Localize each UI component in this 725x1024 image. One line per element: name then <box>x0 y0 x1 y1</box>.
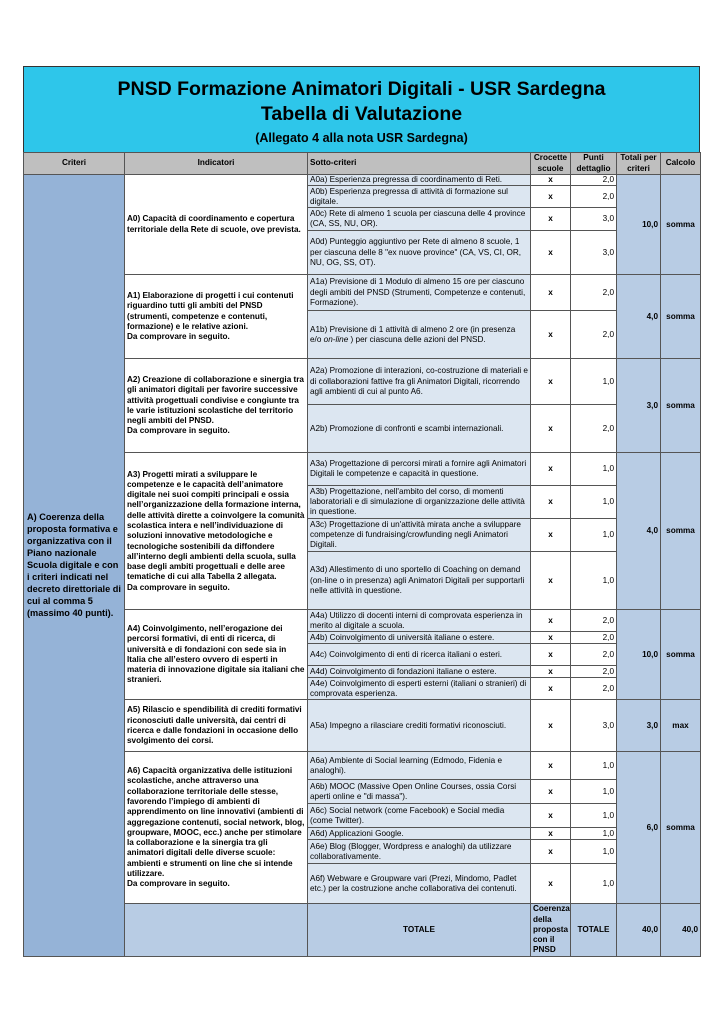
table-row <box>24 359 701 405</box>
subcriterion-a3c: A3c) Progettazione di un'attività mirata anche a sviluppare competenze di fundraising/crowfunding negli Animatori Digitali. <box>308 519 531 552</box>
col-indicatori: Indicatori <box>125 153 308 175</box>
subcriterion-a4c: A4c) Coinvolgimento di enti di ricerca italiani o esteri. <box>308 644 531 666</box>
table-row <box>24 700 701 752</box>
document-subtitle: Tabella di Valutazione <box>260 103 463 125</box>
punti: 2,0 <box>571 405 617 453</box>
crocetta: x <box>531 453 571 486</box>
indicator-a6-note: Da comprovare in seguito. <box>127 879 230 889</box>
punti: 1,0 <box>571 453 617 486</box>
subcriterion-a5a: A5a) Impegno a rilasciare crediti formativi riconosciuti. <box>308 700 531 752</box>
col-criteri: Criteri <box>24 153 125 175</box>
totale-label: TOTALE <box>308 904 531 956</box>
punti: 1,0 <box>571 804 617 828</box>
totale-a6: 6,0 <box>617 752 661 904</box>
crocetta: x <box>531 231 571 275</box>
totale-criteri: 40,0 <box>661 904 701 956</box>
table-row <box>24 453 701 486</box>
punti: 2,0 <box>571 632 617 644</box>
totale-label-2: TOTALE <box>571 904 617 956</box>
table-row <box>24 752 701 780</box>
evaluation-document <box>23 66 700 957</box>
punti: 1,0 <box>571 864 617 904</box>
indicator-a5: A5) Rilascio e spendibilità di crediti formativi riconosciuti dalle università, dai centri di ricerca e dalle fondazioni in occasione dello svolgimento dei corsi. <box>125 700 308 752</box>
totale-a5: 3,0 <box>617 700 661 752</box>
indicator-a2-text: A2) Creazione di collaborazione e sinergia tra gli animatori digitali per favorire successive attività progettuali condivise e congiunte tra le varie istituzioni scolastiche del territorio negli ambiti del PNSD. <box>127 374 304 426</box>
table-header-row <box>24 153 701 175</box>
col-calcolo: Calcolo <box>661 153 701 175</box>
crocetta: x <box>531 175 571 186</box>
title-banner <box>23 66 700 152</box>
crocetta: x <box>531 864 571 904</box>
indicator-a1-note: Da comprovare in seguito. <box>127 332 230 342</box>
coerenza-label: Coerenza della proposta con il PNSD <box>531 904 571 956</box>
crocetta: x <box>531 632 571 644</box>
criterion-cell: A) Coerenza della proposta formativa e organizzativa con il Piano nazionale Scuola digitale e con i criteri indicati nel decreto direttoriale di cui al comma 5 (massimo 40 punti). <box>24 175 125 957</box>
crocetta: x <box>531 804 571 828</box>
calcolo-a4: somma <box>661 610 701 700</box>
punti: 2,0 <box>571 186 617 208</box>
crocetta: x <box>531 519 571 552</box>
subcriterion-a1b-text: A1b) Previsione di 1 attività di almeno 2 ore (in presenza e/o <box>310 324 516 344</box>
indicator-a3-text: A3) Progetti mirati a sviluppare le competenze e le capacità dell’animatore digitale nei suoi compiti principali e ossia nell’organizzazione della formazione interna, delle attività dirette a coinvolgere la comunità scolastica intera e nell’individuazione di soluzioni innovative metodologiche e tecnologiche sostenibili da diffondere all’interno degli ambienti della scuola, sulla base degli ambiti progettuali e delle aree tematiche di cui alla Tabella 2 allegata. <box>127 469 305 582</box>
totale-a1: 4,0 <box>617 275 661 359</box>
punti: 1,0 <box>571 359 617 405</box>
indicator-a3 <box>125 453 308 610</box>
subcriterion-a6c: A6c) Social network (come Facebook) e Social media (come Twitter). <box>308 804 531 828</box>
subcriterion-a3a: A3a) Progettazione di percorsi mirati a fornire agli Animatori Digitali le competenze e capacità in questione. <box>308 453 531 486</box>
punti: 2,0 <box>571 175 617 186</box>
subcriterion-a1b-emphasis: on-line <box>323 334 349 344</box>
crocetta: x <box>531 840 571 864</box>
punti: 2,0 <box>571 644 617 666</box>
subcriterion-a0c: A0c) Rete di almeno 1 scuola per ciascuna delle 4 province (CA, SS, NU, OR). <box>308 208 531 231</box>
punti: 3,0 <box>571 231 617 275</box>
punti: 2,0 <box>571 275 617 311</box>
document-title: PNSD Formazione Animatori Digitali - USR Sardegna <box>117 78 606 100</box>
subcriterion-a6f: A6f) Webware e Groupware vari (Prezi, Mindomo, Padlet etc.) per la costruzione anche collaborativa dei contenuti. <box>308 864 531 904</box>
indicator-a2-note: Da comprovare in seguito. <box>127 426 230 436</box>
subcriterion-a6b: A6b) MOOC (Massive Open Online Courses, ossia Corsi aperti online e "di massa"). <box>308 780 531 804</box>
indicator-a3-note: Da comprovare in seguito. <box>127 582 230 592</box>
subcriterion-a4e: A4e) Coinvolgimento di esperti esterni (italiani o stranieri) di comprovata esperienza. <box>308 678 531 700</box>
subcriterion-a0b: A0b) Esperienza pregressa di attività di formazione sul digitale. <box>308 186 531 208</box>
crocetta: x <box>531 275 571 311</box>
table-row <box>24 175 701 186</box>
punti: 2,0 <box>571 311 617 359</box>
crocetta: x <box>531 666 571 678</box>
totale-a0: 10,0 <box>617 175 661 275</box>
punti: 3,0 <box>571 208 617 231</box>
subcriterion-a6a: A6a) Ambiente di Social learning (Edmodo, Fidenia e analoghi). <box>308 752 531 780</box>
evaluation-table <box>23 152 701 957</box>
col-crocette: Crocette scuole <box>531 153 571 175</box>
calcolo-a0: somma <box>661 175 701 275</box>
subcriterion-a2b: A2b) Promozione di confronti e scambi internazionali. <box>308 405 531 453</box>
subcriterion-a0d: A0d) Punteggio aggiuntivo per Rete di almeno 8 scuole, 1 per ciascuna delle 8 "ex nuove province" (CA, VS, CI, OR, NU, OG, SS, OT). <box>308 231 531 275</box>
subcriterion-a1a: A1a) Previsione di 1 Modulo di almeno 15 ore per ciascuno degli ambiti del PNSD (Strumenti, Competenze e contenuti, Formazione). <box>308 275 531 311</box>
subcriterion-a4a: A4a) Utilizzo di docenti interni di comprovata esperienza in merito al digitale a scuola. <box>308 610 531 632</box>
crocetta: x <box>531 552 571 610</box>
crocetta: x <box>531 828 571 840</box>
subcriterion-a1b-text-end: ) per ciascuna delle azioni del PNSD. <box>348 334 486 344</box>
indicator-a1 <box>125 275 308 359</box>
table-row <box>24 275 701 311</box>
crocetta: x <box>531 610 571 632</box>
col-sotto-criteri: Sotto-criteri <box>308 153 531 175</box>
total-row <box>24 904 701 956</box>
calcolo-a3: somma <box>661 453 701 610</box>
indicator-a1-text: A1) Elaborazione di progetti i cui contenuti riguardino tutti gli ambiti del PNSD (strumenti, competenze e contenuti, formazione) e le relative azioni. <box>127 291 294 331</box>
punti: 1,0 <box>571 828 617 840</box>
punti: 1,0 <box>571 780 617 804</box>
indicator-a6 <box>125 752 308 904</box>
subcriterion-a4d: A4d) Coinvolgimento di fondazioni italiane o estere. <box>308 666 531 678</box>
document-note: (Allegato 4 alla nota USR Sardegna) <box>255 131 468 145</box>
indicator-a4: A4) Coinvolgimento, nell’erogazione dei percorsi formativi, di enti di ricerca, di università e di fondazioni con sede sia in Italia che all’estero ovvero di esperti in materia di innovazione digitale sia italiani che stranieri. <box>125 610 308 700</box>
calcolo-a2: somma <box>661 359 701 453</box>
crocetta: x <box>531 752 571 780</box>
punti: 1,0 <box>571 840 617 864</box>
table-row <box>24 610 701 632</box>
punti: 2,0 <box>571 610 617 632</box>
crocetta: x <box>531 644 571 666</box>
calcolo-a5: max <box>661 700 701 752</box>
subcriterion-a2a: A2a) Promozione di interazioni, co-costruzione di materiali e di collaborazioni fattive fra gli Animatori Digitali, ricorrendo agli ambienti di cui al punto A6. <box>308 359 531 405</box>
totale-a3: 4,0 <box>617 453 661 610</box>
calcolo-a1: somma <box>661 275 701 359</box>
totale-punti: 40,0 <box>617 904 661 956</box>
punti: 1,0 <box>571 519 617 552</box>
col-totali: Totali per criteri <box>617 153 661 175</box>
punti: 2,0 <box>571 666 617 678</box>
subcriterion-a3d: A3d) Allestimento di uno sportello di Coaching on demand (on-line o in presenza) agli Animatori Digitali per supportarli nelle attività in questione. <box>308 552 531 610</box>
punti: 1,0 <box>571 752 617 780</box>
crocetta: x <box>531 405 571 453</box>
indicator-a2 <box>125 359 308 453</box>
crocetta: x <box>531 486 571 519</box>
subcriterion-a6d: A6d) Applicazioni Google. <box>308 828 531 840</box>
crocetta: x <box>531 359 571 405</box>
indicator-a0: A0) Capacità di coordinamento e copertura territoriale della Rete di scuole, ove prevista. <box>125 175 308 275</box>
punti: 2,0 <box>571 678 617 700</box>
punti: 1,0 <box>571 552 617 610</box>
totale-a2: 3,0 <box>617 359 661 453</box>
subcriterion-a6e: A6e) Blog (Blogger, Wordpress e analoghi) da utilizzare collaborativamente. <box>308 840 531 864</box>
crocetta: x <box>531 311 571 359</box>
subcriterion-a1b <box>308 311 531 359</box>
crocetta: x <box>531 700 571 752</box>
crocetta: x <box>531 208 571 231</box>
totale-a4: 10,0 <box>617 610 661 700</box>
calcolo-a6: somma <box>661 752 701 904</box>
subcriterion-a0a: A0a) Esperienza pregressa di coordinamento di Reti. <box>308 175 531 186</box>
col-punti: Punti dettaglio <box>571 153 617 175</box>
subcriterion-a4b: A4b) Coinvolgimento di università italiane o estere. <box>308 632 531 644</box>
crocetta: x <box>531 780 571 804</box>
punti: 1,0 <box>571 486 617 519</box>
punti: 3,0 <box>571 700 617 752</box>
indicator-a6-text: A6) Capacità organizzativa delle istituzioni scolastiche, anche attraverso una collaborazione territoriale delle stesse, favorendo l’impiego di ambienti di apprendimento on line innovativi (ambienti di aggregazione contenuti, social network, blog, groupware, MOOC, ecc.) anche per stimolare la collaborazione e la sinergia tra gli animatori digitali delle diverse scuole: ambienti e strumenti on line che si intende utilizzare. <box>127 766 305 878</box>
crocetta: x <box>531 186 571 208</box>
subcriterion-a3b: A3b) Progettazione, nell'ambito del corso, di momenti laboratoriali e di simulazione di organizzazione delle attività in questione. <box>308 486 531 519</box>
crocetta: x <box>531 678 571 700</box>
